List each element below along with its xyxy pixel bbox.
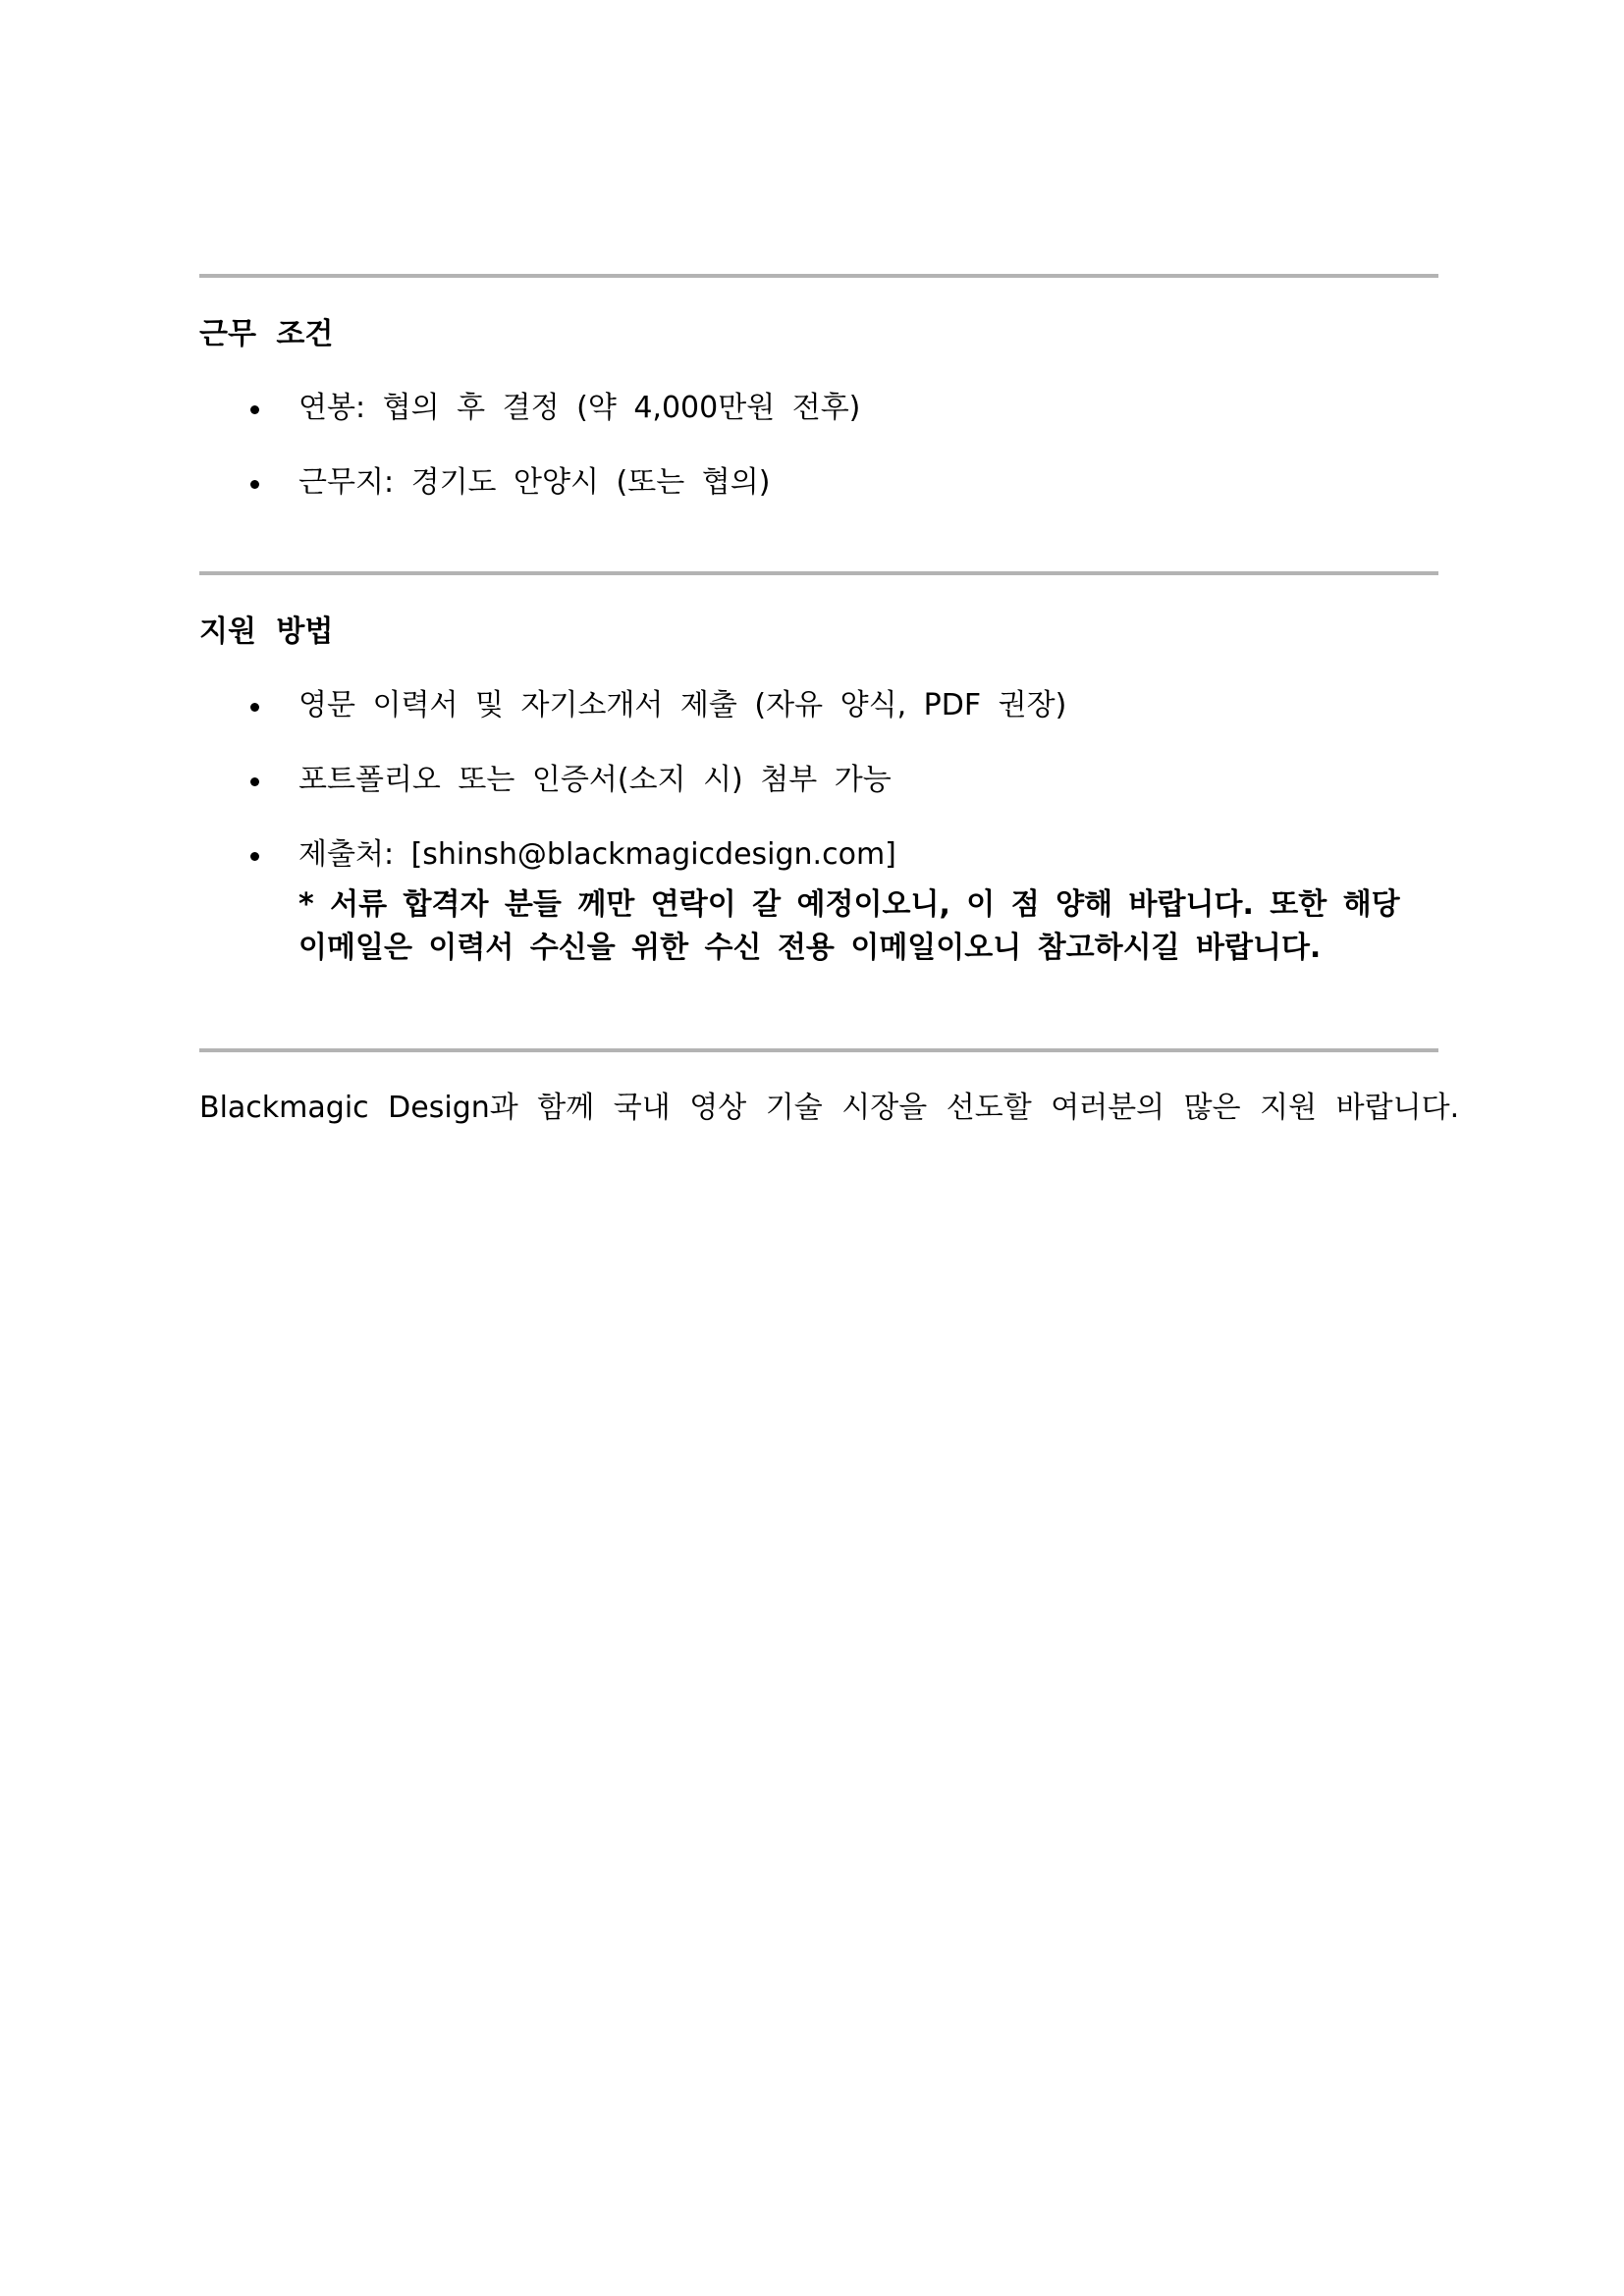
resume-text: 영문 이력서 및 자기소개서 제출 (자유 양식, PDF 권장)	[298, 688, 1067, 722]
salary-text: 연봉: 협의 후 결정 (약 4,000만원 전후)	[298, 391, 861, 425]
notice-line-1: * 서류 합격자 분들 께만 연락이 갈 예정이오니, 이 점 양해 바랍니다. 또한 해당	[298, 887, 1400, 922]
closing-message: Blackmagic Design과 함께 국내 영상 기술 시장을 선도할 여러분의 많은 지원 바랍니다.	[199, 1091, 1460, 1125]
divider-top	[199, 274, 1438, 278]
work-conditions-heading: 근무 조건	[199, 317, 334, 351]
applicant-notice	[298, 883, 1438, 970]
divider-middle	[199, 571, 1438, 575]
bullet-icon	[250, 405, 259, 414]
notice-line-2: 이메일은 이력서 수신을 위한 수신 전용 이메일이오니 참고하시길 바랍니다.	[298, 931, 1322, 965]
divider-bottom	[199, 1048, 1438, 1052]
bullet-icon	[250, 852, 259, 861]
bullet-icon	[250, 703, 259, 712]
portfolio-text: 포트폴리오 또는 인증서(소지 시) 첨부 가능	[298, 763, 892, 797]
bullet-icon	[250, 480, 259, 489]
application-heading: 지원 방법	[199, 614, 334, 649]
submission-text: 제출처: [shinsh@blackmagicdesign.com]	[298, 837, 896, 872]
location-text: 근무지: 경기도 안양시 (또는 협의)	[298, 465, 771, 500]
bullet-icon	[250, 777, 259, 786]
